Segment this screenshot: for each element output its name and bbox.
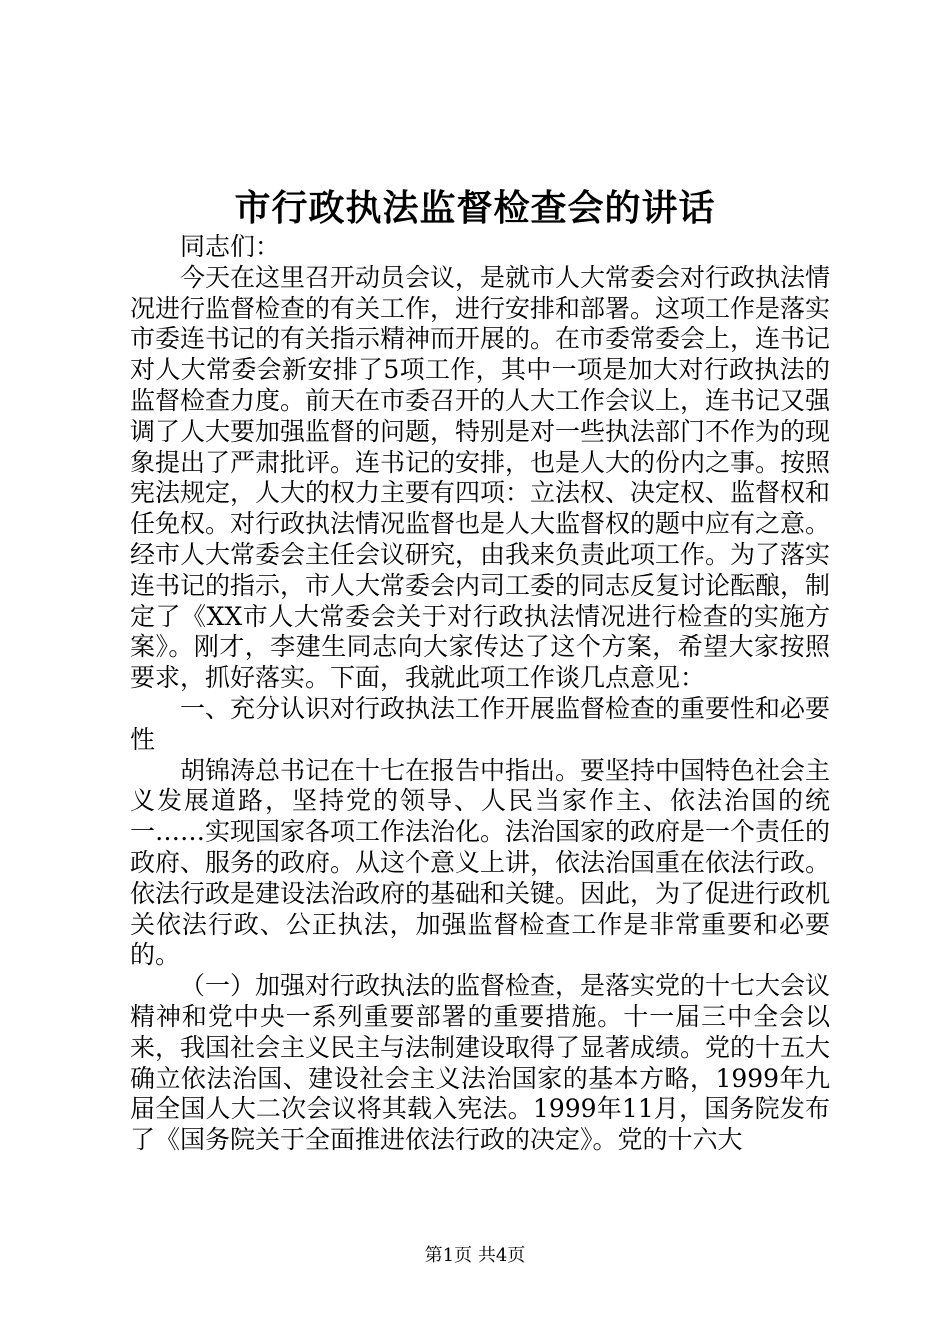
paragraph-opening: 今天在这里召开动员会议，是就市人大常委会对行政执法情况进行监督检查的有关工作，进行安排和部署。这项工作是落实市委连书记的有关指示精神而开展的。在市委常委会上，连书记对人大常委会新安排了5项工作，其中一项是加大对行政执法的监督检查力度。前天在市委召开的人大工作会议上，连书记又强调了人大要加强监督的问题，特别是对一些执法部门不作为的现象提出了严肃批评。连书记的安排，也是人大的份内之事。按照宪法规定，人大的权力主要有四项：立法权、决定权、监督权和任免权。对行政执法情况监督也是人大监督权的题中应有之意。经市人大常委会主任会议研究，由我来负责此项工作。为了落实连书记的指示，市人大常委会内司工委的同志反复讨论酝酿，制定了《XX市人大常委会关于对行政执法情况进行检查的实施方案》。刚才，李建生同志向大家传达了这个方案，希望大家按照要求，抓好落实。下面，我就此项工作谈几点意见： [130, 262, 831, 693]
page-number-footer: 第1页 共4页 [424, 1245, 526, 1266]
section-heading-1: 一、充分认识对行政执法工作开展监督检查的重要性和必要性 [130, 693, 831, 754]
paragraph-section-1: 胡锦涛总书记在十七在报告中指出。要坚持中国特色社会主义发展道路，坚持党的领导、人民当家作主、依法治国的统一……实现国家各项工作法治化。法治国家的政府是一个责任的政府、服务的政府。从这个意义上讲，依法治国重在依法行政。依法行政是建设法治政府的基础和关键。因此，为了促进行政机关依法行政、公正执法，加强监督检查工作是非常重要和必要的。 [130, 755, 831, 970]
paragraph-subsection-1: （一）加强对行政执法的监督检查，是落实党的十七大会议精神和党中央一系列重要部署的重要措施。十一届三中全会以来，我国社会主义民主与法制建设取得了显著成绩。党的十五大确立依法治国、建设社会主义法治国家的基本方略，1999年九届全国人大二次会议将其载入宪法。1999年11月，国务院发布了《国务院关于全面推进依法行政的决定》。党的十六大 [130, 971, 831, 1155]
document-title: 市行政执法监督检查会的讲话 [234, 187, 716, 229]
paragraph-salutation: 同志们： [180, 232, 281, 261]
document-body [130, 232, 830, 1156]
